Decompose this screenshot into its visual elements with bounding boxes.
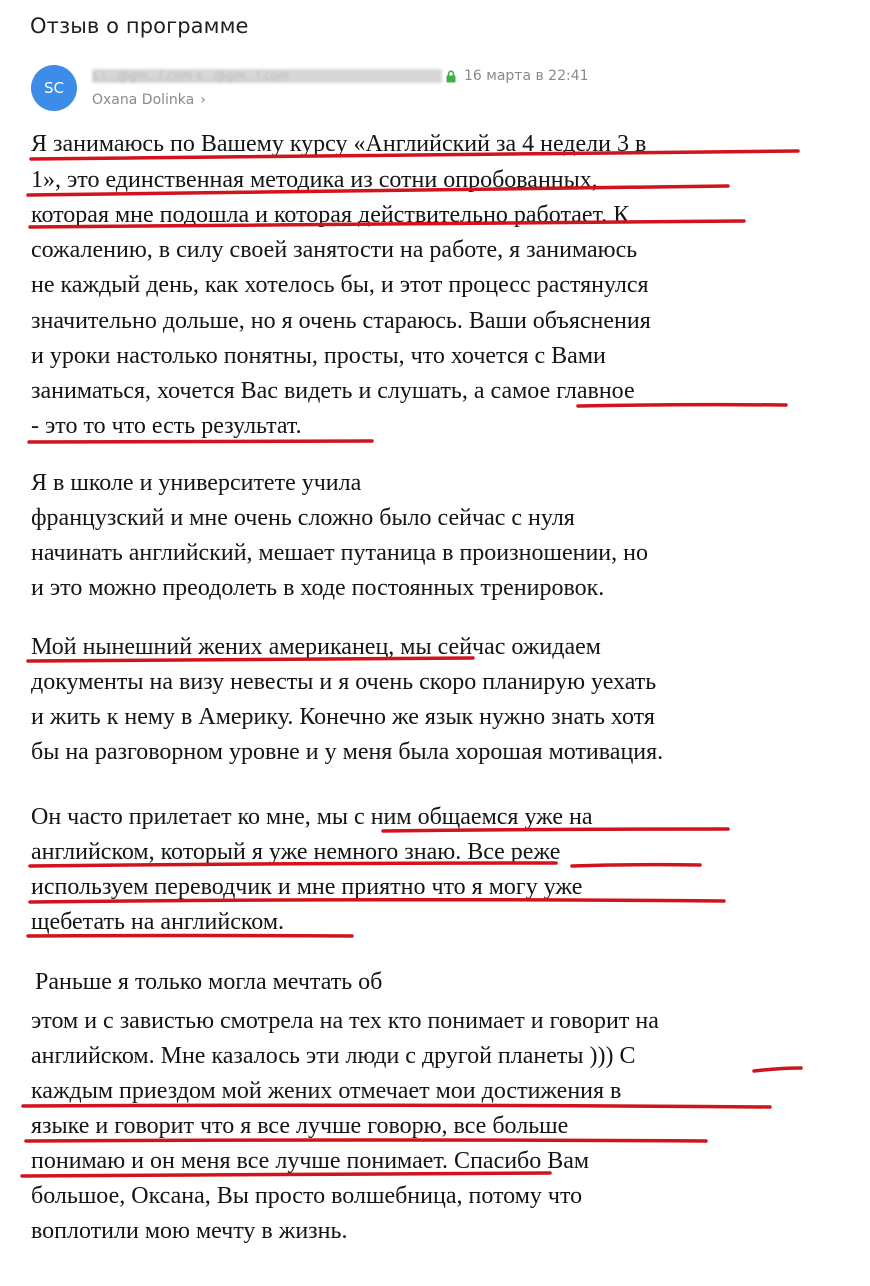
email-date: 16 марта в 22:41 — [464, 68, 589, 84]
email-subject: Отзыв о программе — [30, 14, 249, 38]
message-line: не каждый день, как хотелось бы, и этот процесс растянулся — [31, 272, 649, 298]
message-line: Я занимаюсь по Вашему курсу «Английский за 4 недели 3 в — [31, 131, 647, 157]
message-line: и жить к нему в Америку. Конечно же язык нужно знать хотя — [31, 704, 655, 730]
message-line: Он часто прилетает ко мне, мы с ним общаемся уже на — [31, 804, 593, 830]
message-line: бы на разговорном уровне и у меня была хорошая мотивация. — [31, 739, 664, 765]
message-line: которая мне подошла и которая действительно работает. К — [31, 202, 630, 228]
message-line: французский и мне очень сложно было сейчас с нуля — [31, 505, 575, 531]
message-line: Раньше я только могла мечтать об — [35, 969, 383, 995]
chevron-right-icon[interactable]: › — [200, 92, 206, 108]
message-line: и уроки настолько понятны, просты, что хочется с Вами — [31, 343, 606, 369]
message-line: значительно дольше, но я очень стараюсь. Ваши объяснения — [31, 308, 651, 334]
message-line: каждым приездом мой жених отмечает мои достижения в — [31, 1078, 622, 1104]
message-line: этом и с завистью смотрела на тех кто понимает и говорит на — [31, 1008, 659, 1034]
message-line: - это то что есть результат. — [31, 413, 302, 439]
message-line: заниматься, хочется Вас видеть и слушать, а самое главное — [31, 378, 635, 404]
message-line: Мой нынешний жених американец, мы сейчас ожидаем — [31, 634, 601, 660]
recipient-name[interactable]: Oxana Dolinka — [92, 92, 195, 108]
message-line: понимаю и он меня все лучше понимает. Спасибо Вам — [31, 1148, 590, 1174]
message-line: воплотили мою мечту в жизнь. — [31, 1218, 348, 1244]
message-line: Я в школе и университете учила — [31, 470, 362, 496]
message-line: начинать английский, мешает путаница в произношении, но — [31, 540, 648, 566]
message-line: щебетать на английском. — [31, 909, 285, 935]
message-line: английском. Мне казалось эти люди с другой планеты ))) С — [31, 1043, 636, 1069]
sender-avatar[interactable]: SC — [31, 65, 77, 111]
recipient-line[interactable] — [92, 92, 206, 108]
sender-line — [92, 66, 589, 86]
lock-icon — [446, 70, 456, 83]
underline — [572, 865, 700, 866]
message-line: сожалению, в силу своей занятости на работе, я занимаюсь — [31, 237, 638, 263]
underline — [754, 1068, 801, 1071]
message-line: языке и говорит что я все лучше говорю, все больше — [31, 1113, 569, 1139]
sender-email-blurred[interactable]: s.l...@gm...l.com s...@gm...l.com — [92, 69, 442, 83]
message-line: используем переводчик и мне приятно что я могу уже — [31, 874, 583, 900]
message-line: большое, Оксана, Вы просто волшебница, потому что — [31, 1183, 583, 1209]
message-line: документы на визу невесты и я очень скоро планирую уехать — [31, 669, 657, 695]
message-line: и это можно преодолеть в ходе постоянных тренировок. — [31, 575, 605, 601]
message-line: 1», это единственная методика из сотни опробованных, — [31, 167, 598, 193]
message-line: английском, который я уже немного знаю. Все реже — [31, 839, 561, 865]
